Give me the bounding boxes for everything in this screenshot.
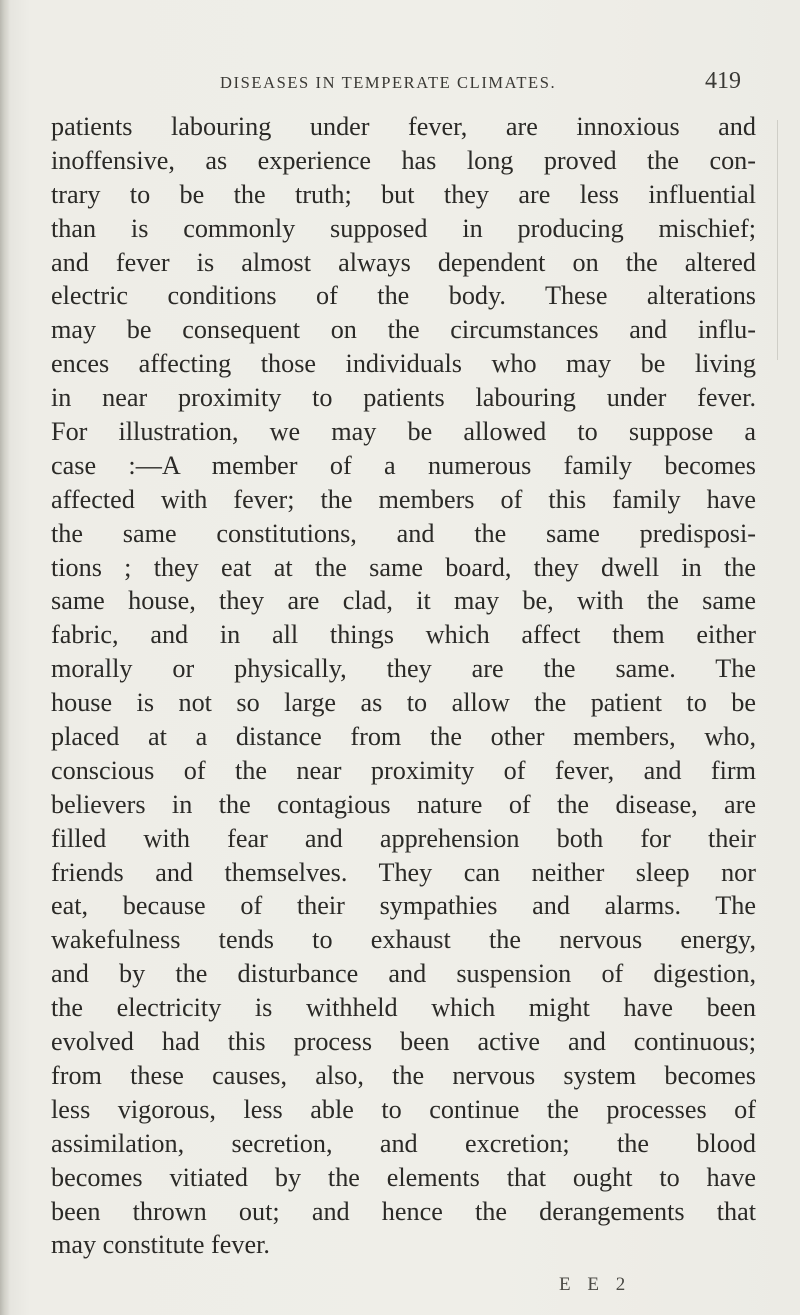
page-number: 419 <box>705 68 741 94</box>
gutter-shadow <box>0 0 10 1315</box>
text-line: electric conditions of the body. These alterations <box>51 281 756 311</box>
text-line: morally or physically, they are the same. The <box>51 654 756 684</box>
text-line: and by the disturbance and suspension of digestion, <box>51 959 756 989</box>
text-line: evolved had this process been active and continuous; <box>51 1027 756 1057</box>
text-line: the electricity is withheld which might have been <box>51 993 756 1023</box>
text-line: tions ; they eat at the same board, they dwell in the <box>51 552 756 582</box>
text-line: than is commonly supposed in producing mischief; <box>51 213 756 243</box>
text-line: ences affecting those individuals who may be living <box>51 349 756 379</box>
text-line: becomes vitiated by the elements that ought to have <box>51 1162 756 1192</box>
text-line: friends and themselves. They can neither sleep nor <box>51 857 756 887</box>
text-line: patients labouring under fever, are innoxious and <box>51 112 756 141</box>
text-line: affected with fever; the members of this family have <box>51 484 756 514</box>
text-line: conscious of the near proximity of fever, and firm <box>51 755 756 785</box>
text-line: case :—A member of a numerous family becomes <box>51 450 756 480</box>
text-line: For illustration, we may be allowed to suppose a <box>51 417 756 447</box>
text-line: may be consequent on the circumstances and influ- <box>51 315 756 345</box>
text-line: and fever is almost always dependent on the altered <box>51 247 756 277</box>
text-line: house is not so large as to allow the patient to be <box>51 688 756 718</box>
text-line: filled with fear and apprehension both for their <box>51 823 756 853</box>
signature-mark: E E 2 <box>559 1274 632 1295</box>
text-line: eat, because of their sympathies and alarms. The <box>51 891 756 921</box>
body-text <box>51 110 756 1262</box>
running-title: DISEASES IN TEMPERATE CLIMATES. <box>220 73 557 92</box>
text-line: in near proximity to patients labouring under fever. <box>51 383 756 413</box>
text-line: believers in the contagious nature of the disease, are <box>51 789 756 819</box>
page-header <box>0 68 800 103</box>
text-line: inoffensive, as experience has long proved the con- <box>51 145 756 175</box>
page-edge-line <box>777 120 778 360</box>
text-line: wakefulness tends to exhaust the nervous energy, <box>51 925 756 955</box>
text-line: fabric, and in all things which affect them either <box>51 620 756 650</box>
text-line: placed at a distance from the other members, who, <box>51 722 756 752</box>
text-line: been thrown out; and hence the derangements that <box>51 1196 756 1226</box>
text-line: less vigorous, less able to continue the processes of <box>51 1094 756 1124</box>
text-line-last: may constitute fever. <box>51 1230 270 1260</box>
text-line: the same constitutions, and the same predisposi- <box>51 518 756 548</box>
text-line: same house, they are clad, it may be, with the same <box>51 586 756 616</box>
text-line: from these causes, also, the nervous system becomes <box>51 1060 756 1090</box>
text-line: assimilation, secretion, and excretion; the blood <box>51 1128 756 1158</box>
text-line: trary to be the truth; but they are less influential <box>51 179 756 209</box>
